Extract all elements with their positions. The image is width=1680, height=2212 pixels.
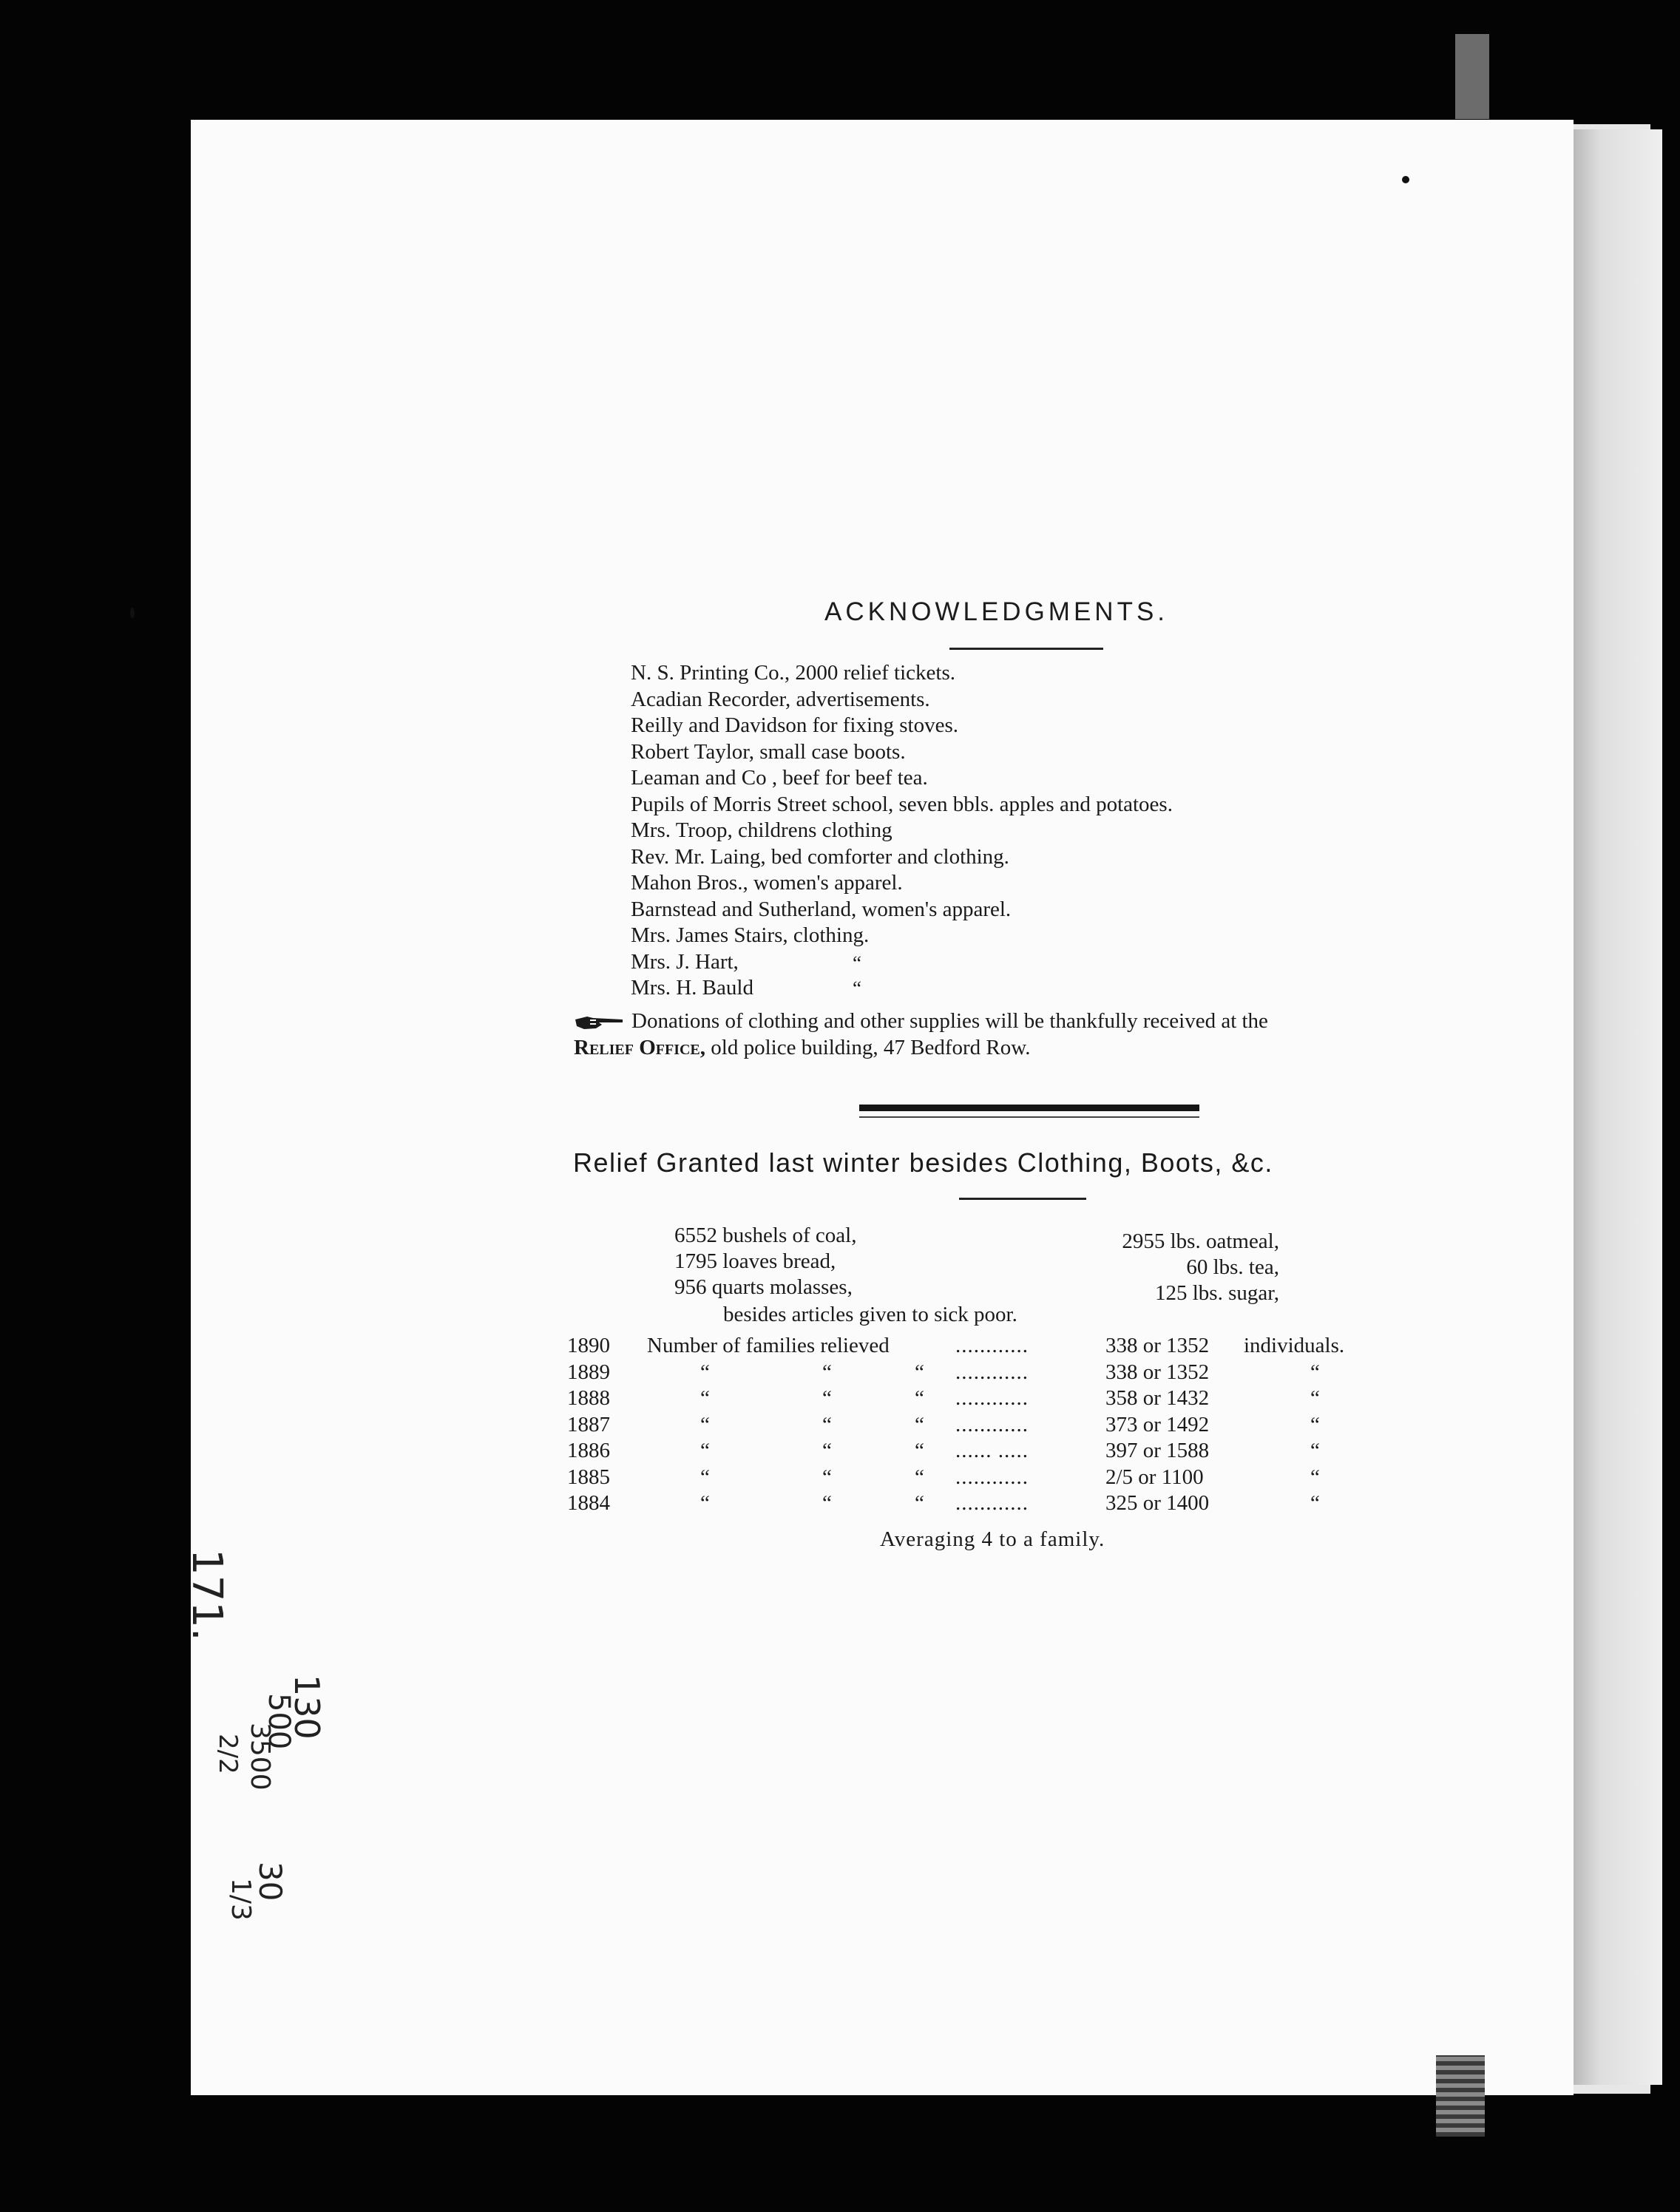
list-item: Acadian Recorder, advertisements. (631, 687, 930, 711)
ditto-mark: “ (1310, 1360, 1320, 1384)
leader-dots: ............ (955, 1491, 1029, 1515)
ditto-mark: “ (915, 1360, 924, 1384)
margin-note: 1/3 (226, 1878, 256, 1921)
binding-bottom (1436, 2055, 1485, 2137)
ditto-mark: “ (1310, 1412, 1320, 1436)
row-label: Number of families relieved (647, 1334, 890, 1357)
list-item: Barnstead and Sutherland, women's apparel. (631, 897, 1012, 921)
list-item: Mrs. Troop, childrens clothing (631, 818, 892, 842)
row-value: 325 or 1400 (1105, 1491, 1210, 1515)
margin-note: 171. (183, 1549, 231, 1641)
ditto-mark: “ (822, 1439, 832, 1462)
ditto-mark: “ (1310, 1386, 1320, 1410)
ditto-mark: “ (700, 1491, 710, 1515)
row-value: 358 or 1432 (1105, 1386, 1210, 1410)
ditto-mark: “ (822, 1386, 832, 1410)
supply-item: 6552 bushels of coal, (674, 1224, 857, 1247)
leader-dots: ............ (955, 1334, 1029, 1357)
supplies-left (674, 1223, 856, 1300)
ditto-mark: “ (822, 1412, 832, 1436)
title-rule (959, 1198, 1086, 1200)
ditto-mark: “ (1310, 1491, 1320, 1515)
leader-dots: ............ (955, 1412, 1029, 1436)
leader-dots: ............ (955, 1465, 1029, 1489)
ditto-mark: “ (700, 1386, 710, 1410)
list-item: Mrs. H. Bauld (631, 976, 753, 1000)
ditto-mark: “ (915, 1386, 924, 1410)
ditto-mark: “ (700, 1412, 710, 1436)
ditto-mark: “ (700, 1360, 710, 1384)
list-item: Mrs. James Stairs, clothing. (631, 923, 870, 947)
year: 1889 (567, 1360, 610, 1384)
ditto-mark: “ (822, 1491, 832, 1515)
margin-note: 2/2 (213, 1734, 243, 1774)
margin-note: 3500 (245, 1723, 275, 1791)
year: 1884 (567, 1491, 610, 1515)
section-divider (859, 1105, 1199, 1111)
speck (1402, 176, 1409, 183)
year: 1890 (567, 1334, 610, 1357)
supply-item: 60 lbs. tea, (1186, 1255, 1279, 1279)
binding-top (1455, 34, 1489, 119)
row-value: 373 or 1492 (1105, 1412, 1210, 1436)
ditto-mark: “ (853, 977, 861, 1000)
speck (130, 608, 135, 618)
leader-dots: ...... ..... (955, 1439, 1029, 1462)
pointing-hand-icon (574, 1014, 626, 1031)
title-rule (949, 648, 1103, 650)
notice-text: Donations of clothing and other supplies will be thankfully received at the (631, 1009, 1268, 1033)
row-value: 2/5 or 1100 (1105, 1465, 1204, 1489)
section-divider-thin (859, 1116, 1199, 1118)
supply-item: 1795 loaves bread, (674, 1249, 836, 1273)
list-item: N. S. Printing Co., 2000 relief tickets. (631, 661, 955, 685)
ditto-mark: “ (915, 1439, 924, 1462)
margin-note: 130 (287, 1675, 327, 1740)
ditto-mark: “ (853, 952, 861, 974)
notice-address: old police building, 47 Bedford Row. (711, 1036, 1031, 1059)
list-item: Mahon Bros., women's apparel. (631, 871, 903, 895)
leader-dots: ............ (955, 1386, 1029, 1410)
ditto-mark: “ (915, 1412, 924, 1436)
ditto-mark: “ (700, 1465, 710, 1489)
list-item: Mrs. J. Hart, (631, 949, 739, 974)
ditto-mark: “ (700, 1439, 710, 1462)
row-value: 397 or 1588 (1105, 1439, 1210, 1462)
relief-office-label: Relief Office, (574, 1036, 706, 1059)
list-item: Leaman and Co , beef for beef tea. (631, 766, 928, 790)
supplies-right (1080, 1229, 1279, 1306)
list-item: Reilly and Davidson for fixing stoves. (631, 713, 959, 737)
list-item: Rev. Mr. Laing, bed comforter and clothing. (631, 844, 1009, 869)
acknowledgments-title: ACKNOWLEDGMENTS. (824, 597, 1169, 626)
ditto-mark: “ (1310, 1465, 1320, 1489)
row-value: 338 or 1352 (1105, 1360, 1210, 1384)
acknowledgments-list (631, 660, 1173, 1002)
ditto-mark: “ (822, 1465, 832, 1489)
row-suffix: individuals. (1244, 1334, 1345, 1357)
supply-item: 125 lbs. sugar, (1155, 1281, 1279, 1305)
leader-dots: ............ (955, 1360, 1029, 1384)
ditto-mark: “ (915, 1491, 924, 1515)
year: 1888 (567, 1386, 610, 1410)
row-value: 338 or 1352 (1105, 1334, 1210, 1357)
year: 1886 (567, 1439, 610, 1462)
year: 1885 (567, 1465, 610, 1489)
ditto-mark: “ (915, 1465, 924, 1489)
supply-item: 2955 lbs. oatmeal, (1122, 1229, 1279, 1253)
donation-notice (574, 1008, 1491, 1061)
margin-note: 500 (262, 1693, 296, 1750)
averaging-note: Averaging 4 to a family. (880, 1527, 1105, 1551)
ditto-mark: “ (1310, 1439, 1320, 1462)
relief-title: Relief Granted last winter besides Clothing, Boots, &c. (573, 1147, 1273, 1178)
list-item: Robert Taylor, small case boots. (631, 739, 906, 764)
list-item: Pupils of Morris Street school, seven bbls. apples and potatoes. (631, 792, 1173, 816)
margin-note: 30 (252, 1862, 288, 1901)
supply-item: 956 quarts molasses, (674, 1275, 853, 1299)
year: 1887 (567, 1412, 610, 1436)
besides-note: besides articles given to sick poor. (723, 1303, 1017, 1326)
page-edge (1574, 129, 1662, 2085)
ditto-mark: “ (822, 1360, 832, 1384)
